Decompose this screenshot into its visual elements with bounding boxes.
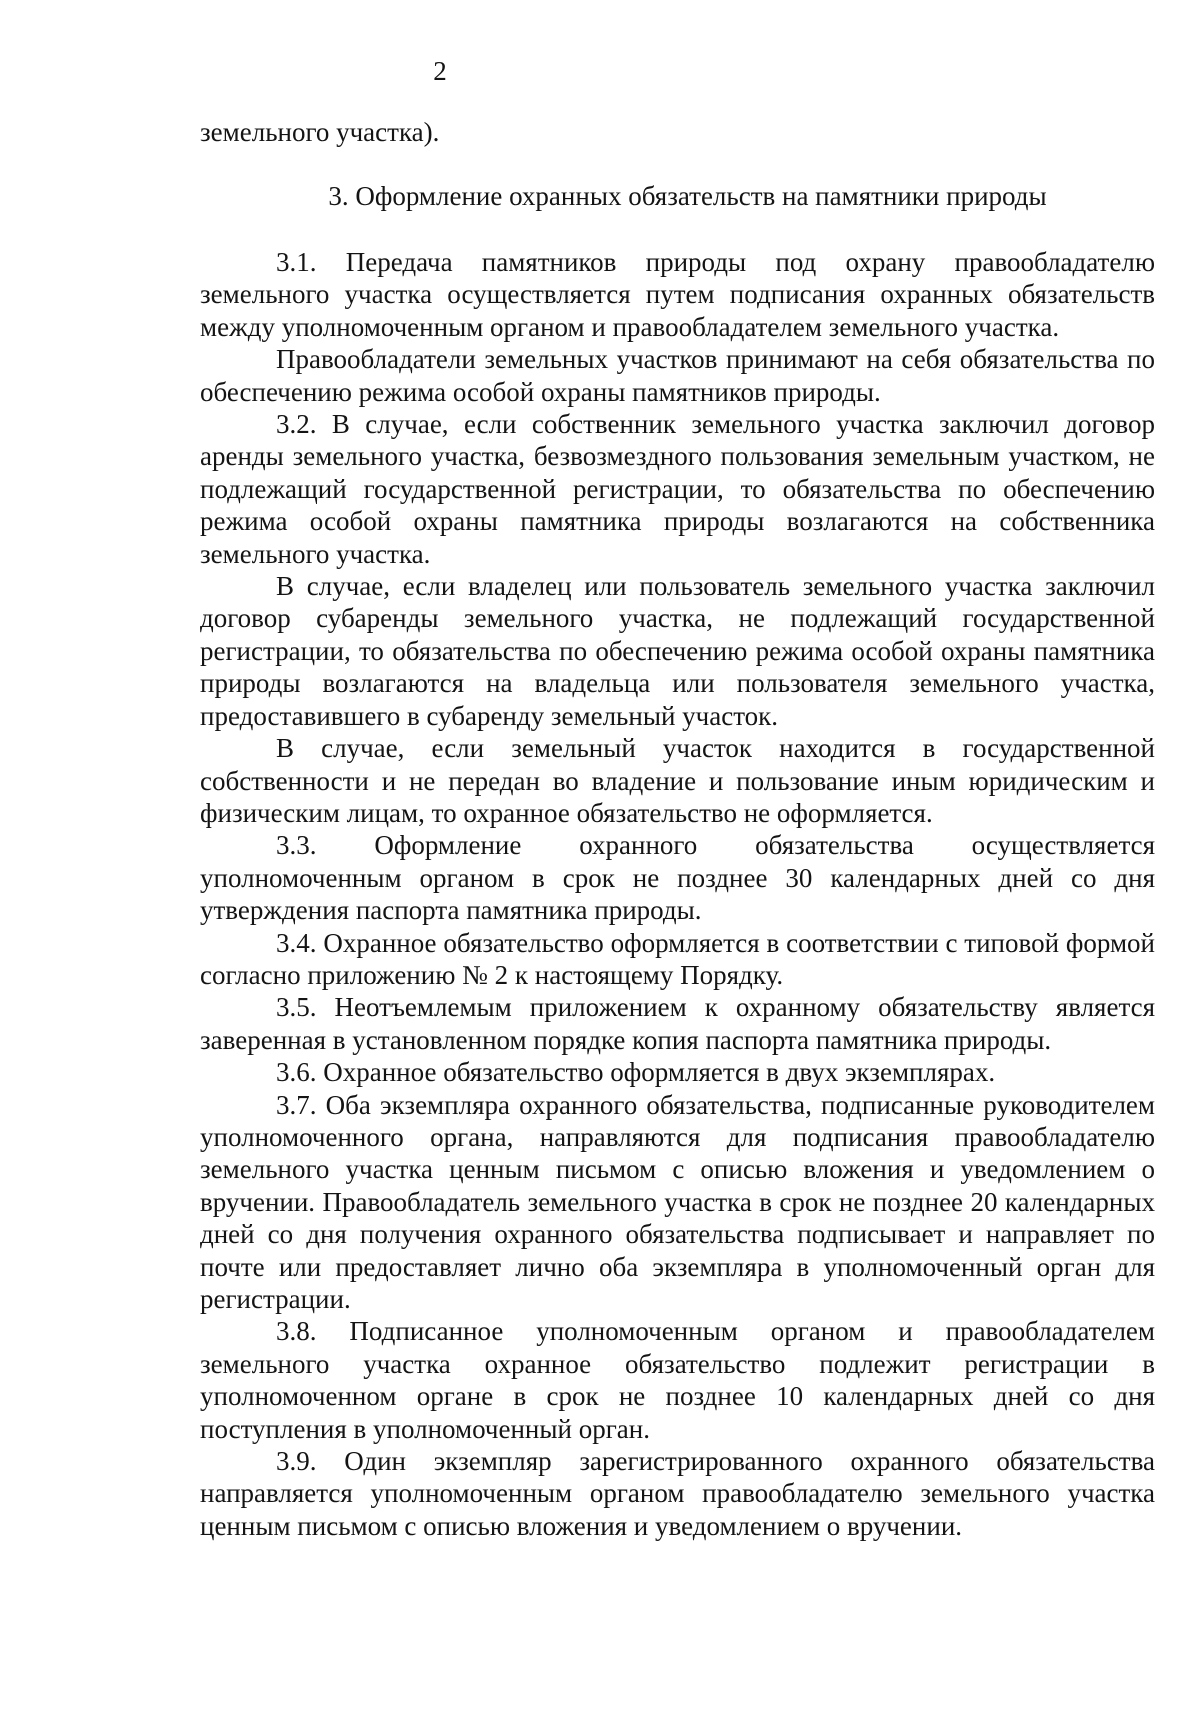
paragraph-3-5: 3.5. Неотъемлемым приложением к охранному обязательству является заверенная в установленном порядке копия паспорта памятника природы. [200,992,1155,1055]
paragraph-3-8: 3.8. Подписанное уполномоченным органом и правообладателем земельного участка охранное обязательство подлежит регистрации в уполномоченном органе в срок не позднее 10 календарных дней со дня поступления в уполномоченный орган. [200,1316,1155,1444]
document-page [200,0,1155,1712]
paragraph-3-7: 3.7. Оба экземпляра охранного обязательства, подписанные руководителем уполномоченного органа, направляются для подписания правообладателю земельного участка ценным письмом с описью вложения и уведомлением о вручении. Правообладатель земельного участка в срок не позднее 20 календарных дней со дня получения охранного обязательства подписывает и направляет по почте или предоставляет лично оба экземпляра в уполномоченный орган для регистрации. [200,1089,1155,1314]
paragraph-3-2-sublease: В случае, если владелец или пользователь земельного участка заключил договор субаренды земельного участка, не подлежащий государственной регистрации, то обязательства по обеспечению режима особой охраны памятника природы возлагаются на владельца или пользователя земельного участка, предоставившего в субаренду земельный участок. [200,571,1155,731]
continued-text: земельного участка). [200,117,440,147]
paragraph-3-4: 3.4. Охранное обязательство оформляется в соответствии с типовой формой согласно приложению № 2 к настоящему Порядку. [200,927,1155,990]
paragraph-3-2-state-property: В случае, если земельный участок находится в государственной собственности и не передан во владение и пользование иным юридическим и физическим лицам, то охранное обязательство не оформляется. [200,733,1155,828]
section-heading: 3. Оформление охранных обязательств на памятники природы [328,181,1047,211]
paragraph-3-1-obligations: Правообладатели земельных участков принимают на себя обязательства по обеспечению режима особой охраны памятников природы. [200,344,1155,407]
paragraph-3-1: 3.1. Передача памятников природы под охрану правообладателю земельного участка осуществляется путем подписания охранных обязательств между уполномоченным органом и правообладателем земельного участка. [200,247,1155,342]
paragraph-3-3: 3.3. Оформление охранного обязательства осуществляется уполномоченным органом в срок не позднее 30 календарных дней со дня утверждения паспорта памятника природы. [200,830,1155,926]
paragraph-3-6: 3.6. Охранное обязательство оформляется в двух экземплярах. [276,1057,996,1088]
paragraph-3-9: 3.9. Один экземпляр зарегистрированного охранного обязательства направляется уполномоченным органом правообладателю земельного участка ценным письмом с описью вложения и уведомлением о вручении. [200,1446,1155,1541]
page-number: 2 [433,56,447,86]
section-body [200,246,1155,1542]
paragraph-3-2: 3.2. В случае, если собственник земельного участка заключил договор аренды земельного участка, безвозмездного пользования земельным участком, не подлежащий государственной регистрации, то обязательства по обеспечению режима особой охраны памятника природы возлагаются на собственника земельного участка. [200,409,1155,569]
